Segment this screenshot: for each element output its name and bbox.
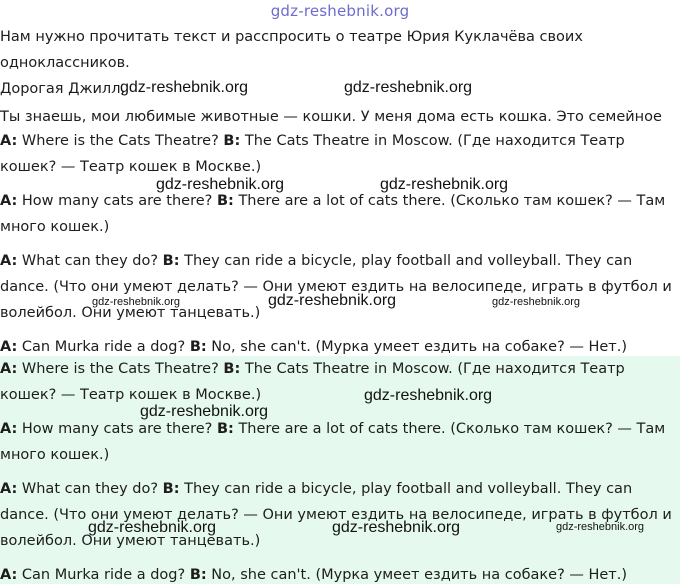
watermark: gdz-reshebnik.org bbox=[344, 79, 473, 96]
answer: There are a lot of cats there. (Сколько там кошек? — Там много кошек.) bbox=[0, 421, 666, 463]
speaker-b: B: bbox=[162, 253, 180, 269]
letter-line: Ты знаешь, мои любимые животные — кошки. У меня дома есть кошка. Это семейное bbox=[0, 109, 662, 125]
watermark: gdz-reshebnik.org bbox=[380, 176, 509, 193]
question: How many cats are there? bbox=[21, 421, 213, 437]
question: Where is the Cats Theatre? bbox=[21, 133, 219, 149]
speaker-a: A: bbox=[0, 133, 18, 149]
intro-line-2: одноклассников. bbox=[0, 55, 130, 71]
speaker-b: B: bbox=[223, 133, 241, 149]
watermark: gdz-reshebnik.org bbox=[492, 296, 581, 308]
answer: They can ride a bicycle, play football and volleyball. They can dance. (Что они умеют делать? — Они умеют ездить на велосипеде, играть в футбол и волейбол. Они умеют танцевать.) bbox=[0, 481, 672, 549]
answer: No, she can't. (Мурка умеет ездить на собаке? — Нет.) bbox=[211, 339, 628, 355]
speaker-b: B: bbox=[216, 193, 234, 209]
speaker-a: A: bbox=[0, 421, 18, 437]
speaker-b: B: bbox=[216, 421, 234, 437]
qa-row bbox=[0, 356, 680, 408]
speaker-a: A: bbox=[0, 481, 18, 497]
letter-line-cut bbox=[0, 104, 680, 126]
speaker-a: A: bbox=[0, 567, 18, 583]
speaker-b: B: bbox=[189, 567, 207, 583]
intro bbox=[0, 24, 680, 102]
watermark: gdz-reshebnik.org bbox=[268, 292, 397, 309]
question: Can Murka ride a dog? bbox=[21, 567, 186, 583]
speaker-b: B: bbox=[189, 339, 207, 355]
watermark: gdz-reshebnik.org bbox=[140, 403, 269, 420]
watermark: gdz-reshebnik.org bbox=[88, 519, 217, 536]
watermark: gdz-reshebnik.org bbox=[364, 387, 493, 404]
speaker-b: B: bbox=[223, 361, 241, 377]
speaker-a: A: bbox=[0, 361, 18, 377]
qa-row bbox=[0, 248, 680, 326]
question: How many cats are there? bbox=[21, 193, 213, 209]
answer-block-1 bbox=[0, 128, 680, 360]
speaker-a: A: bbox=[0, 253, 18, 269]
qa-row bbox=[0, 416, 680, 468]
intro-line-1: Нам нужно прочитать текст и расспросить о театре Юрия Куклачёва своих bbox=[0, 29, 583, 45]
speaker-b: B: bbox=[162, 481, 180, 497]
speaker-a: A: bbox=[0, 339, 18, 355]
qa-row bbox=[0, 128, 680, 180]
question: Can Murka ride a dog? bbox=[21, 339, 186, 355]
answer: They can ride a bicycle, play football and volleyball. They can dance. (Что они умеют делать? — Они умеют ездить на велосипеде, играть в футбол и волейбол. Они умеют танцевать.) bbox=[0, 253, 672, 321]
qa-row bbox=[0, 188, 680, 240]
watermark-top: gdz-reshebnik.org bbox=[270, 2, 410, 20]
answer: The Cats Theatre in Moscow. (Где находится Театр кошек? — Театр кошек в Москве.) bbox=[0, 133, 625, 175]
question: What can they do? bbox=[21, 481, 159, 497]
speaker-a: A: bbox=[0, 193, 18, 209]
watermark: gdz-reshebnik.org bbox=[120, 79, 249, 96]
watermark: gdz-reshebnik.org bbox=[92, 296, 181, 308]
watermark: gdz-reshebnik.org bbox=[332, 519, 461, 536]
question: Where is the Cats Theatre? bbox=[21, 361, 219, 377]
answer: There are a lot of cats there. (Сколько там кошек? — Там много кошек.) bbox=[0, 193, 666, 235]
answer-block-2 bbox=[0, 356, 680, 584]
watermark: gdz-reshebnik.org bbox=[156, 176, 285, 193]
answer: The Cats Theatre in Moscow. (Где находится Театр кошек? — Театр кошек в Москве.) bbox=[0, 361, 625, 403]
watermark: gdz-reshebnik.org bbox=[556, 521, 645, 533]
qa-row bbox=[0, 562, 680, 588]
qa-row bbox=[0, 476, 680, 554]
intro-line-3: Дорогая Джилл, bbox=[0, 81, 126, 97]
answer: No, she can't. (Мурка умеет ездить на собаке? — Нет.) bbox=[211, 567, 628, 583]
question: What can they do? bbox=[21, 253, 159, 269]
